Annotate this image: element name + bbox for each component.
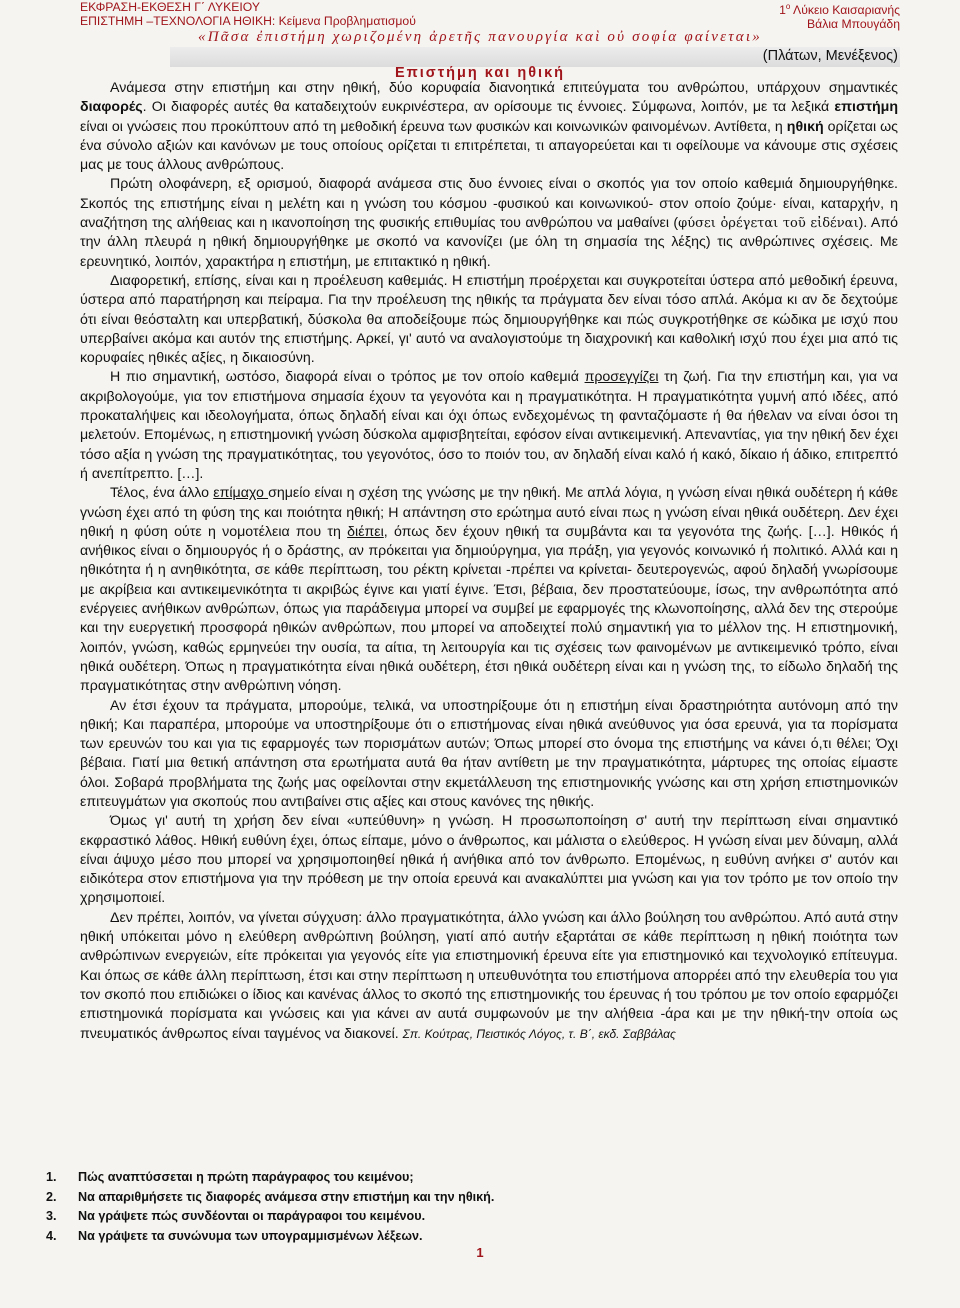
- question-item: 2. Να απαριθμήσετε τις διαφορές ανάμεσα στην επιστήμη και την ηθική.: [46, 1189, 495, 1204]
- paragraph-3: Διαφορετική, επίσης, είναι και η προέλευση καθεμιάς. Η επιστήμη προέρχεται και συγκροτείται ύστερα από μεθοδική έρευνα, ύστερα από παρατήρηση και πείραμα. Για την προέλευση της ηθικής τα πράγματα δεν είναι τόσο απλά. Ακόμα κι αν δε δεχτούμε ότι είναι θεόσταλτη και υπερβατική, δύσκολα θα αποδείξουμε πώς δημιουργήθηκε και πώς συγκροτήθηκε σε κώδικα με ισχύ που υπερβαίνει ακόμα και αυτόν της επιστήμης. Αρκεί, γι' αυτό να αναλογιστούμε τη διαχρονική και καθολική ισχύ που έχει μια από τις κορυφαίες ηθικές αξίες, η δικαιοσύνη.: [80, 272, 898, 367]
- paragraph-7: Όμως γι' αυτή τη χρήση δεν είναι «υπεύθυνη» η γνώση. Η προσωποποίηση σ' αυτή την περίπτωση είναι σημαντικό εκφραστικό λάθος. Ηθική ευθύνη έχει, όπως είπαμε, μόνο ο άνθρωπος, και μάλιστα ο ελεύθερος. Η γνώση είναι μεν δύναμη, αλλά είναι άψυχο μέσο που μπορεί να χρησιμοποιηθεί ηθικά ή ανήθικα από τον άνθρωπο. Επομένως, η ευθύνη ανήκει σ' αυτόν και ειδικότερα στον επιστήμονα για την πρόθεση με την οποία ερευνά και ανακαλύπτει μια γνώση και για τον τρόπο με τον οποίο την χρησιμοποιεί.: [80, 813, 898, 907]
- question-item: 3. Να γράψετε πώς συνδέονται οι παράγραφοι του κειμένου.: [46, 1209, 426, 1223]
- header-course: ΕΚΦΡΑΣΗ-ΕΚΘΕΣΗ Γ΄ ΛΥΚΕΙΟΥ: [80, 0, 260, 14]
- source-citation: Σπ. Κούτρας, Πειστικός Λόγος, τ. Β΄, εκδ. Σαββάλας: [402, 1026, 676, 1041]
- article-body: [80, 79, 898, 1044]
- paragraph-8: Δεν πρέπει, λοιπόν, να γίνεται σύγχυση: άλλο πραγματικότητα, άλλο γνώση και άλλο βούληση του ανθρώπου. Από αυτά στην ηθική υπόκειται μόνο η ελεύθερη ανθρώπινη βούληση, γιατί από αυτήν εξαρτάται σε κάθε περίπτωση η ηθική ποιότητα των ανθρώπινων ενεργειών, είτε πρόκειται για γεγονός είτε για επιστημονική έρευνα είτε για επιστημονικό και τεχνολογικό επίτευγμα. Και όπως σε κάθε άλλη περίπτωση, έτσι και στην περίπτωση η υπευθυνότητα του επιστήμονα απορρέει από την ελευθερία του για τον σκοπό που επιδιώκει ο ίδιος και κανένας άλλος το σκοπό της επιστημονικής του έρευνας ή του τρόπου με τον οποίο εφαρμόζει επιστημονικά πορίσματα και γνώσεις και για κάνει αν αυτά συμφωνούν με την αλήθεια -άρα και με την ηθική-την οποία ως πνευματικός άνθρωπος είναι ταγμένος να διακονεί. Σπ. Κούτρας, Πειστικός Λόγος, τ. Β΄, εκδ. Σαββάλας: [80, 909, 898, 1042]
- header-school: $1^o$ Λύκειο Καισαριανής: [779, 2, 900, 18]
- paragraph-5: Τέλος, ένα άλλο επίμαχο σημείο είναι η σχέση της γνώσης με την ηθική. Με απλά λόγια, η γνώση είναι ηθικά ουδέτερη ή κάθε γνώση έχει από τη φύση της και ποιότητα ηθική; Η απάντηση στο ερώτημα αυτό είναι πως η γνώση είναι ηθικά ουδέτερη. Δεν έχει ηθική η φύση ούτε η νομοτέλεια που τη διέπει, όπως δεν έχουν ηθική τα συμβάντα και τα γεγονότα της ζωής. […]. Ηθικός ή ανήθικος είναι ο δημιουργός ή ο δράστης, αν πρόκειται για δημιούργημα, για πράξη, για γεγονός κοινωνικό ή πολιτικό. Αλλά και η ηθικότητα ή η ανηθικότητα, σε κάθε περίπτωση, του ρέκτη κρίνεται -πρέπει να κρίνεται- δευτερογενώς, αφού δηλαδή γνωρίσουμε με ακρίβεια και αντικειμενικότητα τι ακριβώς έγινε και γιατί έγινε. Έτσι, βέβαια, δεν προστατεύουμε, ίσως, την ανθρωπότητα από ενέργειες ανήθικων ανθρώπων, όπως για παράδειγμα μπορεί να συμβεί με εφαρμογές της κλωνοποίησης, αλλά δεν της στερούμε και την ευεργετική προσφορά ηθικών ανθρώπων, που μπορεί να αποδειχτεί πολύ σημαντική για το μέλλον της. Η επιστημονική, λοιπόν, γνώση, καθώς ερμηνεύει την ουσία, τα αίτια, τη λειτουργία και τις σχέσεις των φαινομένων με αντικειμενικό τρόπο, είναι ηθικά ουδέτερη. Όπως η πραγματικότητα είναι ηθικά ουδέτερη, έτσι ηθικά ουδέτερη είναι και η γνώση της, το είδωλο δηλαδή της πραγματικότητας στην ανθρώπινη νόηση.: [80, 485, 898, 695]
- questions-list: [46, 1168, 898, 1246]
- page-number: 1: [476, 1245, 484, 1260]
- header-subject: ΕΠΙΣΤΗΜΗ –ΤΕΧΝΟΛΟΓΙΑ ΗΘΙΚΗ: Κείμενα Προβληματισμού: [80, 14, 416, 28]
- header-author: Βάλια Μπουγάδη: [807, 17, 900, 32]
- paragraph-1: Ανάμεσα στην επιστήμη και στην ηθική, δύο κορυφαία διανοητικά επιτεύγματα του ανθρώπου, υπάρχουν σημαντικές διαφορές. Οι διαφορές αυτές θα καταδειχτούν ευκρινέστερα, αν ορίσουμε τις έννοιες. Σύμφωνα, λοιπόν, με τα λεξικά επιστήμη είναι οι γνώσεις που προκύπτουν από τη μεθοδική έρευνα των φυσικών και κοινωνικών φαινομένων. Αντίθετα, η ηθική ορίζεται ως ένα σύνολο αξιών και κανόνων με τους οποίους ορίζεται τι επιτρέπεται, τι απαγορεύεται και τι οφείλουμε να κάνουμε στις σχέσεις μας με τους άλλους ανθρώπους.: [80, 80, 898, 174]
- paragraph-2: Πρώτη ολοφάνερη, εξ ορισμού, διαφορά ανάμεσα στις δυο έννοιες είναι ο σκοπός για τον οποίο καθεμιά δημιουργήθηκε. Σκοπός της επιστήμης είναι η μελέτη και η γνώση του κόσμου -φυσικού και κοινωνικού- στον οποίο ζούμε· είναι, καταρχήν, η αναζήτηση της αλήθειας και η ικανοποίηση της φυσικής επιθυμίας του ανθρώπου να μαθαίνει (φύσει ὀρέγεται τοῦ εἰδέναι). Από την άλλη πλευρά η ηθική δημιουργήθηκε με σκοπό να κανονίζει (με όλη τη σημασία της λέξης) τις ανθρώπινες σχέσεις. Με ερευνητικό, λοιπόν, χαρακτήρα η επιστήμη, με επιτακτικό η ηθική.: [80, 176, 899, 270]
- paragraph-6: Αν έτσι έχουν τα πράγματα, μπορούμε, τελικά, να υποστηρίξουμε ότι η επιστήμη είναι δραστηριότητα αυτόνομη από την ηθική; Και παραπέρα, μπορούμε να υποστηρίξουμε ότι ο επιστήμονας είναι ηθικά ανεύθυνος για όσα ερευνά, για τα πορίσματα των ερευνών του και για τις εφαρμογές των πορισμάτων αυτών; Όπως μπορεί στο όνομα της επιστήμης να κάνει ό,τι θέλει; Όχι βέβαια. Γιατί μια θετική απάντηση στα ερωτήματα αυτά θα ήταν αντίθετη με την πραγματικότητα, μάρτυρες της οποίας είμαστε όλοι. Σοβαρά προβλήματα της ζωής μας οφείλονται στην εκμετάλλευση της επιστημονικής γνώσης και στη χρήση επιστημονικών επιτευγμάτων για σκοπούς που αντιβαίνει στις αξίες και στους κανόνες της ηθικής.: [80, 697, 898, 810]
- motto-quote: «Πᾶσα ἐπιστήμη χωριζομένη ἀρετῆς πανουργία καὶ οὐ σοφία φαίνεται»: [198, 29, 762, 45]
- question-item: 4. Να γράψετε τα συνώνυμα των υπογραμμισμένων λέξεων.: [46, 1228, 423, 1243]
- paragraph-4: Η πιο σημαντική, ωστόσο, διαφορά είναι ο τρόπος με τον οποίο καθεμιά προσεγγίζει τη ζωή. Για την επιστήμη και, για να ακριβολογούμε, για τον επιστήμονα σημασία έχουν τα γεγονότα και η πραγματικότητα. Η πραγματικότητα γυμνή από ιδέες, από προκαταλήψεις και ιδεολογήματα, όπως δηλαδή είναι και όχι όπως ενδεχομένως τη φανταζόμαστε ή θα ήθελαν να είναι όσοι τη μελετούν. Επομένως, η επιστημονική γνώση δύσκολα αμφισβητείται, εφόσον είναι αντικειμενική. Απεναντίας, για την ηθική δεν έχει τόσο αξία η γνώση της πραγματικότητας, του γεγονότος, όσο το ποιόν του, αν δηλαδή είναι καλό ή κακό, δίκαιο ή άδικο, επιτρεπτό ή ανεπίτρεπτο. […].: [80, 369, 898, 482]
- motto-attribution: (Πλάτων, Μενέξενος): [762, 48, 898, 64]
- document-title: Επιστήμη και ηθική: [394, 65, 566, 81]
- question-item: 1. Πώς αναπτύσσεται η πρώτη παράγραφος του κειμένου;: [46, 1170, 414, 1184]
